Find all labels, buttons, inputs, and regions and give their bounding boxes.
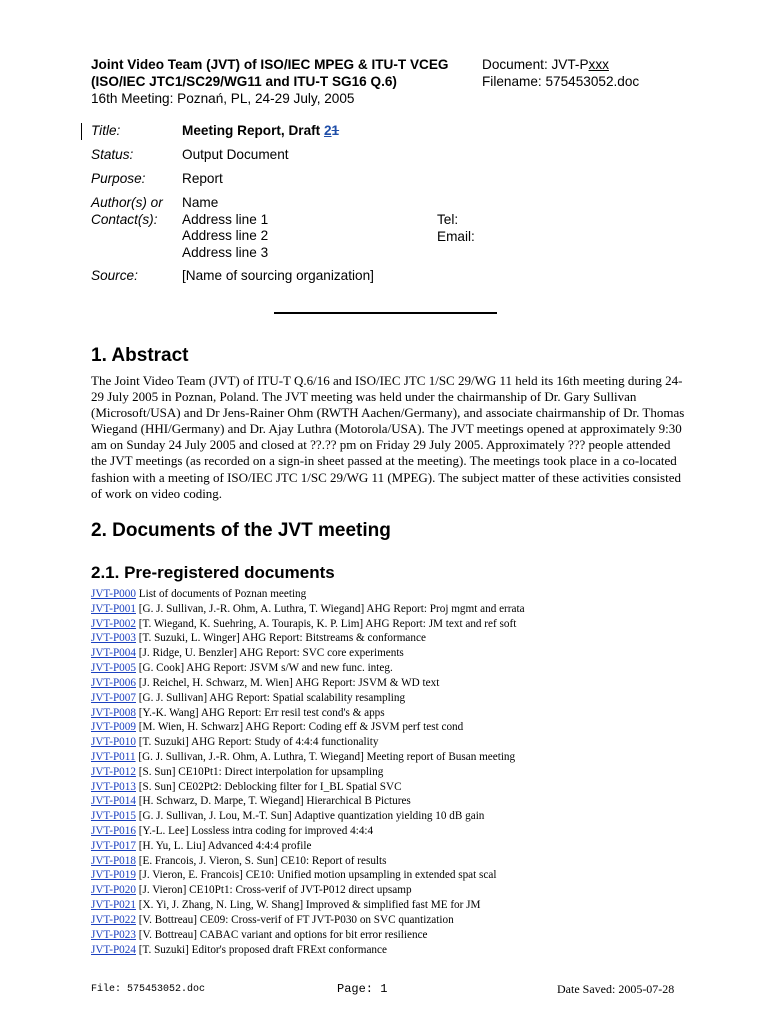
- document-list-item: [91, 943, 711, 958]
- document-number: [482, 56, 639, 73]
- source-label: Source:: [91, 268, 138, 283]
- document-list-item: [91, 883, 711, 898]
- document-link[interactable]: JVT-P005: [91, 662, 136, 675]
- document-description: [V. Bottreau] CABAC variant and options for bit error resilience: [135, 928, 428, 941]
- document-description: [E. Francois, J. Vieron, S. Sun] CE10: Report of results: [135, 854, 387, 867]
- document-link[interactable]: JVT-P023: [91, 928, 136, 941]
- header-line-1: Joint Video Team (JVT) of ISO/IEC MPEG & ITU-T VCEG: [91, 57, 449, 72]
- document-link[interactable]: JVT-P012: [91, 765, 136, 778]
- document-description: [G. J. Sullivan, J.-R. Ohm, A. Luthra, T. Wiegand] AHG Report: Proj mgmt and errata: [135, 602, 525, 615]
- document-link[interactable]: JVT-P003: [91, 632, 136, 645]
- author-name: Name: [182, 195, 219, 210]
- document-description: [X. Yi, J. Zhang, N. Ling, W. Shang] Improved & simplified fast ME for JM: [135, 899, 481, 912]
- document-description: [S. Sun] CE02Pt2: Deblocking filter for I_BL Spatial SVC: [135, 780, 402, 793]
- document-description: [J. Vieron, E. Francois] CE10: Unified motion upsampling in extended spat scal: [135, 869, 497, 882]
- status-value: Output Document: [182, 147, 289, 162]
- documents-heading: 2. Documents of the JVT meeting: [91, 520, 391, 541]
- document-link[interactable]: JVT-P015: [91, 810, 136, 823]
- title-value: [182, 123, 339, 140]
- document-link[interactable]: JVT-P021: [91, 899, 136, 912]
- document-list-item: [91, 676, 711, 691]
- document-link[interactable]: JVT-P022: [91, 913, 136, 926]
- document-link[interactable]: JVT-P011: [91, 750, 136, 763]
- document-link[interactable]: JVT-P014: [91, 795, 136, 808]
- source-value: [Name of sourcing organization]: [182, 268, 374, 283]
- document-list-item: [91, 898, 711, 913]
- document-list-item: [91, 631, 711, 646]
- document-list-item: [91, 661, 711, 676]
- authors-label-line-2: Contact(s):: [91, 211, 158, 227]
- document-description: [T. Suzuki, L. Winger] AHG Report: Bitstreams & conformance: [135, 632, 426, 645]
- document-link[interactable]: JVT-P008: [91, 706, 136, 719]
- address-line-1: Address line 1: [182, 211, 269, 227]
- document-list-item: [91, 839, 711, 854]
- document-description: [G. J. Sullivan, J.-R. Ohm, A. Luthra, T. Wiegand] Meeting report of Busan meeting: [135, 750, 516, 763]
- document-description: [Y.-L. Lee] Lossless intra coding for improved 4:4:4: [135, 825, 374, 837]
- address-line-3: Address line 3: [182, 244, 269, 260]
- document-list-item: [91, 765, 711, 780]
- document-list-item: [91, 809, 711, 824]
- document-info: [482, 56, 639, 90]
- document-link[interactable]: JVT-P000: [91, 588, 136, 600]
- draft-number-deleted: 1: [331, 123, 340, 138]
- document-prefix: Document: JVT-P: [482, 57, 589, 72]
- document-description: [H. Yu, L. Liu] Advanced 4:4:4 profile: [135, 839, 312, 852]
- separator-rule: [274, 312, 497, 314]
- document-list-item: [91, 794, 711, 809]
- change-bar: [81, 123, 82, 140]
- document-link[interactable]: JVT-P013: [91, 780, 136, 793]
- email-label: Email:: [437, 228, 475, 244]
- document-list-item: [91, 691, 711, 706]
- document-link[interactable]: JVT-P019: [91, 869, 136, 882]
- footer-page-number: Page: 1: [337, 982, 388, 996]
- document-description: List of documents of Poznan meeting: [135, 588, 307, 600]
- address-line-2: Address line 2: [182, 228, 269, 243]
- document-description: [G. J. Sullivan, J. Lou, M.-T. Sun] Adaptive quantization yielding 10 dB gain: [135, 810, 485, 823]
- author-contact: [182, 195, 268, 261]
- header-line-2: (ISO/IEC JTC1/SC29/WG11 and ITU-T SG16 Q.6): [91, 74, 397, 89]
- document-list-item: [91, 646, 711, 661]
- document-suffix: xxx: [588, 57, 609, 72]
- document-list-item: [91, 780, 711, 795]
- document-link[interactable]: JVT-P007: [91, 691, 136, 704]
- draft-number-new: 2: [323, 123, 332, 138]
- document-description: [V. Bottreau] CE09: Cross-verif of FT JVT-P030 on SVC quantization: [135, 913, 454, 926]
- footer-filename: File: 575453052.doc: [91, 984, 206, 995]
- document-description: [J. Reichel, H. Schwarz, M. Wien] AHG Report: JSVM & WD text: [135, 676, 440, 689]
- document-description: [H. Schwarz, D. Marpe, T. Wiegand] Hierarchical B Pictures: [135, 795, 411, 808]
- document-description: [J. Ridge, U. Benzler] AHG Report: SVC core experiments: [135, 647, 404, 660]
- document-description: [T. Suzuki] Editor's proposed draft FRExt conformance: [135, 943, 387, 956]
- document-description: [T. Suzuki] AHG Report: Study of 4:4:4 functionality: [135, 736, 379, 749]
- document-link[interactable]: JVT-P004: [91, 647, 136, 660]
- document-list: [91, 587, 711, 957]
- status-label: Status:: [91, 147, 134, 162]
- header-line-3: 16th Meeting: Poznań, PL, 24-29 July, 2005: [91, 91, 355, 106]
- document-list-item: [91, 824, 711, 839]
- document-link[interactable]: JVT-P024: [91, 943, 136, 956]
- abstract-heading: 1. Abstract: [91, 345, 189, 366]
- preregistered-heading: 2.1. Pre-registered documents: [91, 563, 335, 582]
- document-description: [G. J. Sullivan] AHG Report: Spatial scalability resampling: [135, 691, 406, 704]
- document-filename: Filename: 575453052.doc: [482, 74, 640, 89]
- document-link[interactable]: JVT-P002: [91, 617, 136, 630]
- document-list-item: [91, 854, 711, 869]
- abstract-text: The Joint Video Team (JVT) of ITU-T Q.6/16 and ISO/IEC JTC 1/SC 29/WG 11 held its 16th meeting during 24-29 July 2005 in Poznan, Poland. The JVT meeting was held under the chairmanship of Dr. Gary Sullivan (Microsoft/USA) and Dr Jens-Rainer Ohm (RWTH Aachen/Germany), and associate chairmanship of Dr. Thomas Wiegand (HHI/Germany) and Dr. Ajay Luthra (Motorola/USA). The JVT meetings opened at approximately 9:30 am on Sunday 24 July 2005 and closed at ??.?? pm on Friday 29 July 2005. Approximately ??? people attended the JVT meetings (as recorded on a sign-in sheet passed at the meeting). The meetings took place in a co-located fashion with a meeting of ISO/IEC JTC 1/SC 29/WG 11 (MPEG). The subject matter of these activities consisted of work on video coding.: [91, 373, 685, 501]
- document-link[interactable]: JVT-P010: [91, 736, 136, 749]
- authors-label: [91, 195, 163, 228]
- title-label: Title:: [91, 123, 121, 138]
- tel-label: Tel:: [437, 212, 459, 227]
- document-link[interactable]: JVT-P001: [91, 602, 136, 615]
- purpose-label: Purpose:: [91, 171, 146, 186]
- document-description: [T. Wiegand, K. Suehring, A. Tourapis, K. P. Lim] AHG Report: JM text and ref soft: [135, 617, 517, 630]
- document-link[interactable]: JVT-P006: [91, 676, 136, 689]
- document-list-item: [91, 617, 711, 632]
- document-link[interactable]: JVT-P017: [91, 839, 136, 852]
- authors-label-line-1: Author(s) or: [91, 195, 163, 210]
- document-list-item: [91, 750, 711, 765]
- document-link[interactable]: JVT-P020: [91, 884, 136, 897]
- title-text: Meeting Report, Draft: [182, 123, 324, 138]
- document-description: [S. Sun] CE10Pt1: Direct interpolation for upsampling: [135, 765, 384, 778]
- document-link[interactable]: JVT-P009: [91, 721, 136, 734]
- document-header: [91, 56, 471, 107]
- document-description: [J. Vieron] CE10Pt1: Cross-verif of JVT-P012 direct upsamp: [135, 884, 412, 897]
- document-description: [M. Wien, H. Schwarz] AHG Report: Coding eff & JSVM perf test cond: [135, 721, 464, 734]
- contact-phone-email: [437, 212, 475, 245]
- document-list-item: [91, 928, 711, 943]
- document-list-item: [91, 868, 711, 883]
- footer-date-saved: Date Saved: 2005-07-28: [557, 982, 675, 996]
- document-list-item: [91, 720, 711, 735]
- document-list-item: [91, 913, 711, 928]
- document-description: [G. Cook] AHG Report: JSVM s/W and new func. integ.: [135, 662, 393, 675]
- document-link[interactable]: JVT-P016: [91, 825, 136, 837]
- document-list-item: [91, 735, 711, 750]
- document-description: [Y.-K. Wang] AHG Report: Err resil test cond's & apps: [135, 706, 385, 719]
- document-list-item: [91, 706, 711, 721]
- document-link[interactable]: JVT-P018: [91, 854, 136, 867]
- document-list-item: [91, 587, 711, 602]
- document-list-item: [91, 602, 711, 617]
- purpose-value: Report: [182, 171, 223, 186]
